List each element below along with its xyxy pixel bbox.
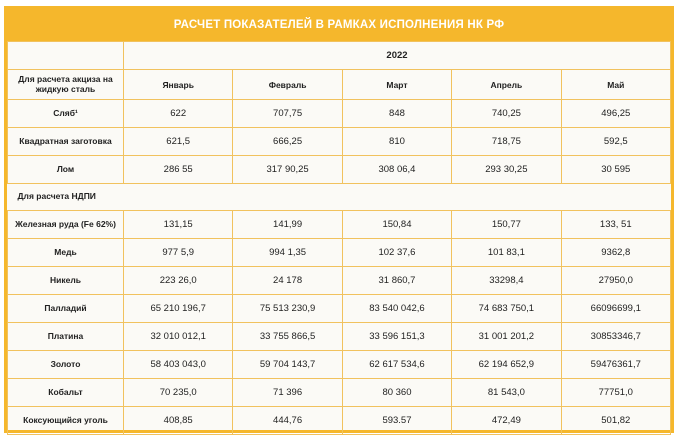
month-header: Январь bbox=[124, 70, 233, 100]
row-label: Лом bbox=[8, 156, 124, 184]
value-cell: 33 596 151,3 bbox=[342, 323, 451, 351]
value-cell: 810 bbox=[342, 128, 451, 156]
value-cell: 66096699,1 bbox=[561, 295, 670, 323]
value-cell: 308 06,4 bbox=[342, 156, 451, 184]
row-label: Никель bbox=[8, 267, 124, 295]
value-cell: 707,75 bbox=[233, 100, 342, 128]
value-cell: 102 37,6 bbox=[342, 239, 451, 267]
table-row bbox=[8, 323, 671, 351]
table-row bbox=[8, 239, 671, 267]
row-label: Медь bbox=[8, 239, 124, 267]
table-row bbox=[8, 156, 671, 184]
year-header: 2022 bbox=[124, 42, 671, 70]
value-cell: 83 540 042,6 bbox=[342, 295, 451, 323]
table-row bbox=[8, 351, 671, 379]
value-cell: 27950,0 bbox=[561, 267, 670, 295]
value-cell: 59476361,7 bbox=[561, 351, 670, 379]
value-cell: 317 90,25 bbox=[233, 156, 342, 184]
value-cell: 496,25 bbox=[561, 100, 670, 128]
table-title: РАСЧЕТ ПОКАЗАТЕЛЕЙ В РАМКАХ ИСПОЛНЕНИЯ НК РФ bbox=[7, 9, 671, 41]
value-cell: 70 235,0 bbox=[124, 379, 233, 407]
value-cell: 58 403 043,0 bbox=[124, 351, 233, 379]
value-cell: 33298,4 bbox=[452, 267, 561, 295]
value-cell: 31 001 201,2 bbox=[452, 323, 561, 351]
value-cell: 977 5,9 bbox=[124, 239, 233, 267]
value-cell: 75 513 230,9 bbox=[233, 295, 342, 323]
value-cell: 472,49 bbox=[452, 407, 561, 435]
value-cell: 74 683 750,1 bbox=[452, 295, 561, 323]
table-row bbox=[8, 379, 671, 407]
value-cell: 293 30,25 bbox=[452, 156, 561, 184]
value-cell: 77751,0 bbox=[561, 379, 670, 407]
value-cell: 408,85 bbox=[124, 407, 233, 435]
row-label: Квадратная заготовка bbox=[8, 128, 124, 156]
table-row bbox=[8, 100, 671, 128]
table-row bbox=[8, 128, 671, 156]
corner-cell bbox=[8, 42, 124, 70]
value-cell: 131,15 bbox=[124, 211, 233, 239]
value-cell: 444,76 bbox=[233, 407, 342, 435]
value-cell: 80 360 bbox=[342, 379, 451, 407]
row-label: Коксующийся уголь bbox=[8, 407, 124, 435]
value-cell: 592,5 bbox=[561, 128, 670, 156]
value-cell: 59 704 143,7 bbox=[233, 351, 342, 379]
value-cell: 24 178 bbox=[233, 267, 342, 295]
table-row bbox=[8, 295, 671, 323]
row-label: Платина bbox=[8, 323, 124, 351]
value-cell: 133, 51 bbox=[561, 211, 670, 239]
value-cell: 223 26,0 bbox=[124, 267, 233, 295]
month-header: Февраль bbox=[233, 70, 342, 100]
value-cell: 621,5 bbox=[124, 128, 233, 156]
value-cell: 666,25 bbox=[233, 128, 342, 156]
value-cell: 65 210 196,7 bbox=[124, 295, 233, 323]
table-row bbox=[8, 407, 671, 435]
value-cell: 141,99 bbox=[233, 211, 342, 239]
value-cell: 9362,8 bbox=[561, 239, 670, 267]
value-cell: 32 010 012,1 bbox=[124, 323, 233, 351]
indicators-table bbox=[7, 41, 671, 435]
month-header: Март bbox=[342, 70, 451, 100]
row-label: Железная руда (Fe 62%) bbox=[8, 211, 124, 239]
value-cell: 150,77 bbox=[452, 211, 561, 239]
ndpi-section-label: Для расчета НДПИ bbox=[8, 184, 671, 211]
month-header: Май bbox=[561, 70, 670, 100]
value-cell: 30 595 bbox=[561, 156, 670, 184]
value-cell: 593.57 bbox=[342, 407, 451, 435]
value-cell: 62 617 534,6 bbox=[342, 351, 451, 379]
value-cell: 62 194 652,9 bbox=[452, 351, 561, 379]
value-cell: 33 755 866,5 bbox=[233, 323, 342, 351]
value-cell: 71 396 bbox=[233, 379, 342, 407]
row-label: Палладий bbox=[8, 295, 124, 323]
month-header: Апрель bbox=[452, 70, 561, 100]
value-cell: 101 83,1 bbox=[452, 239, 561, 267]
value-cell: 30853346,7 bbox=[561, 323, 670, 351]
row-label: Сляб¹ bbox=[8, 100, 124, 128]
table-row bbox=[8, 267, 671, 295]
value-cell: 501,82 bbox=[561, 407, 670, 435]
table-row bbox=[8, 211, 671, 239]
value-cell: 150,84 bbox=[342, 211, 451, 239]
row-label: Золото bbox=[8, 351, 124, 379]
value-cell: 994 1,35 bbox=[233, 239, 342, 267]
row-label: Кобальт bbox=[8, 379, 124, 407]
value-cell: 31 860,7 bbox=[342, 267, 451, 295]
section-row bbox=[8, 184, 671, 211]
value-cell: 622 bbox=[124, 100, 233, 128]
value-cell: 740,25 bbox=[452, 100, 561, 128]
report-frame bbox=[4, 6, 674, 433]
value-cell: 81 543,0 bbox=[452, 379, 561, 407]
value-cell: 718,75 bbox=[452, 128, 561, 156]
steel-section-label: Для расчета акциза на жидкую сталь bbox=[8, 70, 124, 100]
value-cell: 286 55 bbox=[124, 156, 233, 184]
value-cell: 848 bbox=[342, 100, 451, 128]
